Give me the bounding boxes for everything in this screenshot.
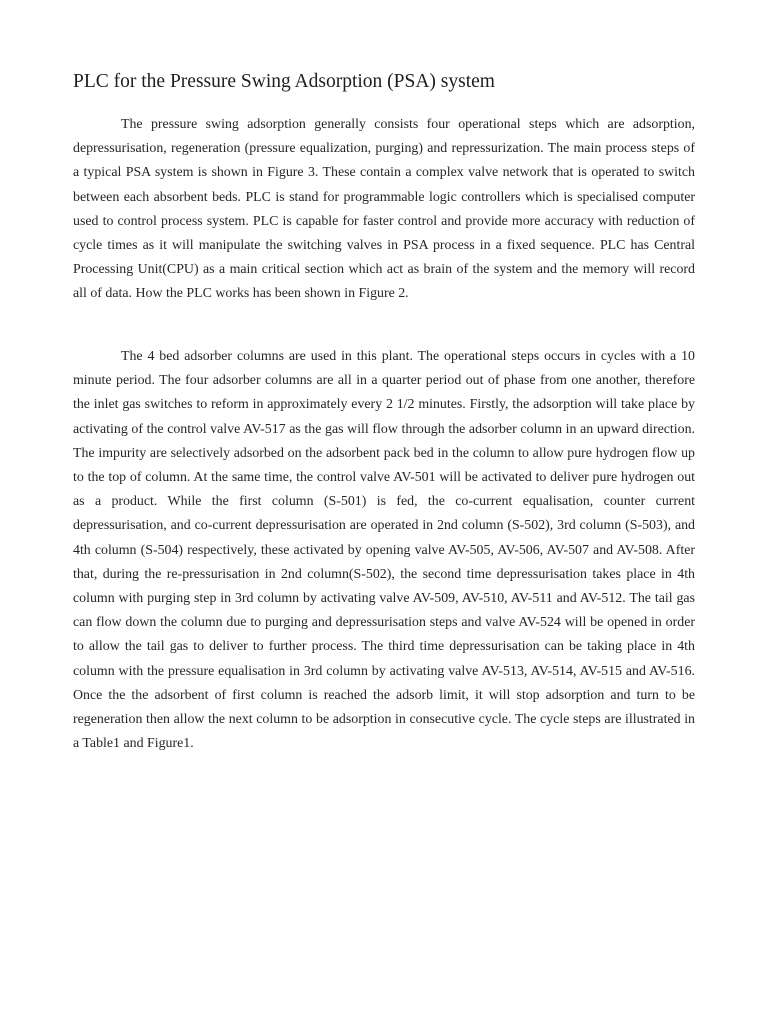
paragraph-psa-overview: The pressure swing adsorption generally consists four operational steps which are adsorption, depressurisation, regeneration (pressure equalization, purging) and repressurization. The main process steps of a typical PSA system is shown in Figure 3. These contain a complex valve network that is operated to switch between each absorbent beds. PLC is stand for programmable logic controllers which is specialised computer used to control process system. PLC is capable for faster control and provide more accuracy with reduction of cycle times as it will manipulate the switching valves in PSA process in a fixed sequence. PLC has Central Processing Unit(CPU) as a main critical section which act as brain of the system and the memory will record all of data. How the PLC works has been shown in Figure 2. xyxy=(73,117,695,302)
paragraph-adsorber-columns: The 4 bed adsorber columns are used in this plant. The operational steps occurs in cycles with a 10 minute period. The four adsorber columns are all in a quarter period out of phase from one another, therefore the inlet gas switches to reform in approximately every 2 1/2 minutes. Firstly, the adsorption will take place by activating of the control valve AV-517 as the gas will flow through the adsorber column in an upward direction. The impurity are selectively adsorbed on the adsorbent pack bed in the column to allow pure hydrogen flow up to the top of column. At the same time, the control valve AV-501 will be activated to deliver pure hydrogen out as a product. While the first column (S-501) is fed, the co-current equalisation, counter current depressurisation, and co-current depressurisation are operated in 2nd column (S-502), 3rd column (S-503), and 4th column (S-504) respectively, these activated by opening valve AV-505, AV-506, AV-507 and AV-508. After that, during the re-pressurisation in 2nd column(S-502), the second time depressurisation takes place in 4th column with purging step in 3rd column by activating valve AV-509, AV-510, AV-511 and AV-512. The tail gas can flow down the column due to purging and depressurisation steps and valve AV-524 will be opened in order to allow the tail gas to deliver to further process. The third time depressurisation can be taking place in 4th column with the pressure equalisation in 3rd column by activating valve AV-513, AV-514, AV-515 and AV-516. Once the the adsorbent of first column is reached the adsorb limit, it will stop adsorption and turn to be regeneration then allow the next column to be adsorption in consecutive cycle. The cycle steps are illustrated in a Table1 and Figure1. xyxy=(73,349,695,752)
document-title: PLC for the Pressure Swing Adsorption (PSA) system xyxy=(73,71,495,92)
